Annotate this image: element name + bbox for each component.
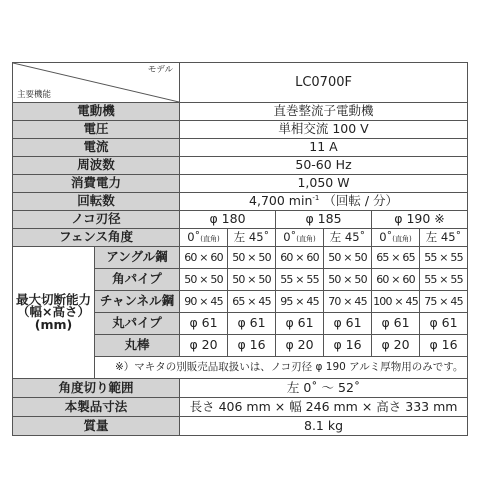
motor-value: 直巻整流子電動機 bbox=[180, 103, 468, 121]
frequency-label: 周波数 bbox=[13, 157, 180, 175]
maxcut-cell: φ 16 bbox=[420, 335, 468, 357]
maxcut-cell: φ 61 bbox=[276, 313, 324, 335]
maxcut-cell: 50 × 50 bbox=[228, 247, 276, 269]
maxcut-cell: φ 16 bbox=[228, 335, 276, 357]
weight-label: 質量 bbox=[13, 417, 180, 436]
maxcut-cell: 95 × 45 bbox=[276, 291, 324, 313]
maxcut-cell: φ 20 bbox=[276, 335, 324, 357]
spec-table bbox=[12, 62, 468, 436]
blade-value-1: φ 180 bbox=[180, 211, 276, 229]
blade-label: ノコ刃径 bbox=[13, 211, 180, 229]
maxcut-cell: φ 16 bbox=[324, 335, 372, 357]
maxcut-cell: 55 × 55 bbox=[276, 269, 324, 291]
model-name: LC0700F bbox=[180, 63, 468, 103]
maxcut-cell: 50 × 50 bbox=[324, 247, 372, 269]
diagonal-label-function: 主要機能 bbox=[17, 89, 52, 100]
maxcut-cell: 100 × 45 bbox=[372, 291, 420, 313]
maxcut-item-label: 角パイプ bbox=[95, 269, 180, 291]
dimensions-value: 長さ 406 mm × 幅 246 mm × 高さ 333 mm bbox=[180, 398, 468, 417]
fence-straight-3: 0˚(直角) bbox=[372, 229, 420, 247]
fence-straight-1: 0˚(直角) bbox=[180, 229, 228, 247]
maxcut-cell: φ 20 bbox=[372, 335, 420, 357]
maxcut-cell: 90 × 45 bbox=[180, 291, 228, 313]
current-label: 電流 bbox=[13, 139, 180, 157]
fence-label: フェンス角度 bbox=[13, 229, 180, 247]
maxcut-item-label: チャンネル鋼 bbox=[95, 291, 180, 313]
maxcut-cell: 50 × 50 bbox=[180, 269, 228, 291]
maxcut-note: ※）マキタの別販売品取扱いは、ノコ刃径 φ 190 アルミ厚物用のみです。 bbox=[95, 357, 468, 379]
blade-value-3: φ 190 ※ bbox=[372, 211, 468, 229]
voltage-label: 電圧 bbox=[13, 121, 180, 139]
current-value: 11 A bbox=[180, 139, 468, 157]
maxcut-cell: 75 × 45 bbox=[420, 291, 468, 313]
maxcut-cell: φ 61 bbox=[420, 313, 468, 335]
maxcut-cell: φ 61 bbox=[324, 313, 372, 335]
maxcut-cell: 60 × 60 bbox=[180, 247, 228, 269]
power-label: 消費電力 bbox=[13, 175, 180, 193]
maxcut-cell: 55 × 55 bbox=[420, 247, 468, 269]
fence-left45-1: 左 45˚ bbox=[228, 229, 276, 247]
maxcut-cell: 60 × 60 bbox=[372, 269, 420, 291]
angle-range-value: 左 0˚ ～ 52˚ bbox=[180, 379, 468, 398]
maxcut-cell: φ 61 bbox=[228, 313, 276, 335]
maxcut-cell: φ 61 bbox=[372, 313, 420, 335]
maxcut-cell: φ 61 bbox=[180, 313, 228, 335]
maxcut-cell: 65 × 45 bbox=[228, 291, 276, 313]
rpm-label: 回転数 bbox=[13, 193, 180, 211]
fence-left45-2: 左 45˚ bbox=[324, 229, 372, 247]
maxcut-cell: 50 × 50 bbox=[228, 269, 276, 291]
weight-value: 8.1 kg bbox=[180, 417, 468, 436]
maxcut-item-label: 丸パイプ bbox=[95, 313, 180, 335]
maxcut-cell: 65 × 65 bbox=[372, 247, 420, 269]
blade-value-2: φ 185 bbox=[276, 211, 372, 229]
power-value: 1,050 W bbox=[180, 175, 468, 193]
maxcut-cell: 60 × 60 bbox=[276, 247, 324, 269]
motor-label: 電動機 bbox=[13, 103, 180, 121]
maxcut-cell: 55 × 55 bbox=[420, 269, 468, 291]
fence-left45-3: 左 45˚ bbox=[420, 229, 468, 247]
rpm-value: 4,700 $\min^{-1}$ （回転 / 分） bbox=[180, 193, 468, 211]
dimensions-label: 本製品寸法 bbox=[13, 398, 180, 417]
diagonal-label-model: モデル bbox=[147, 65, 173, 75]
voltage-value: 単相交流 100 V bbox=[180, 121, 468, 139]
header-diagonal-cell bbox=[13, 63, 180, 103]
frequency-value: 50-60 Hz bbox=[180, 157, 468, 175]
maxcut-cell: φ 20 bbox=[180, 335, 228, 357]
maxcut-item-label: 丸棒 bbox=[95, 335, 180, 357]
maxcut-cell: 70 × 45 bbox=[324, 291, 372, 313]
maxcut-cell: 50 × 50 bbox=[324, 269, 372, 291]
fence-straight-2: 0˚(直角) bbox=[276, 229, 324, 247]
maxcut-label: 最大切断能力 （幅×高さ） (mm) bbox=[13, 247, 95, 379]
angle-range-label: 角度切り範囲 bbox=[13, 379, 180, 398]
maxcut-item-label: アングル鋼 bbox=[95, 247, 180, 269]
